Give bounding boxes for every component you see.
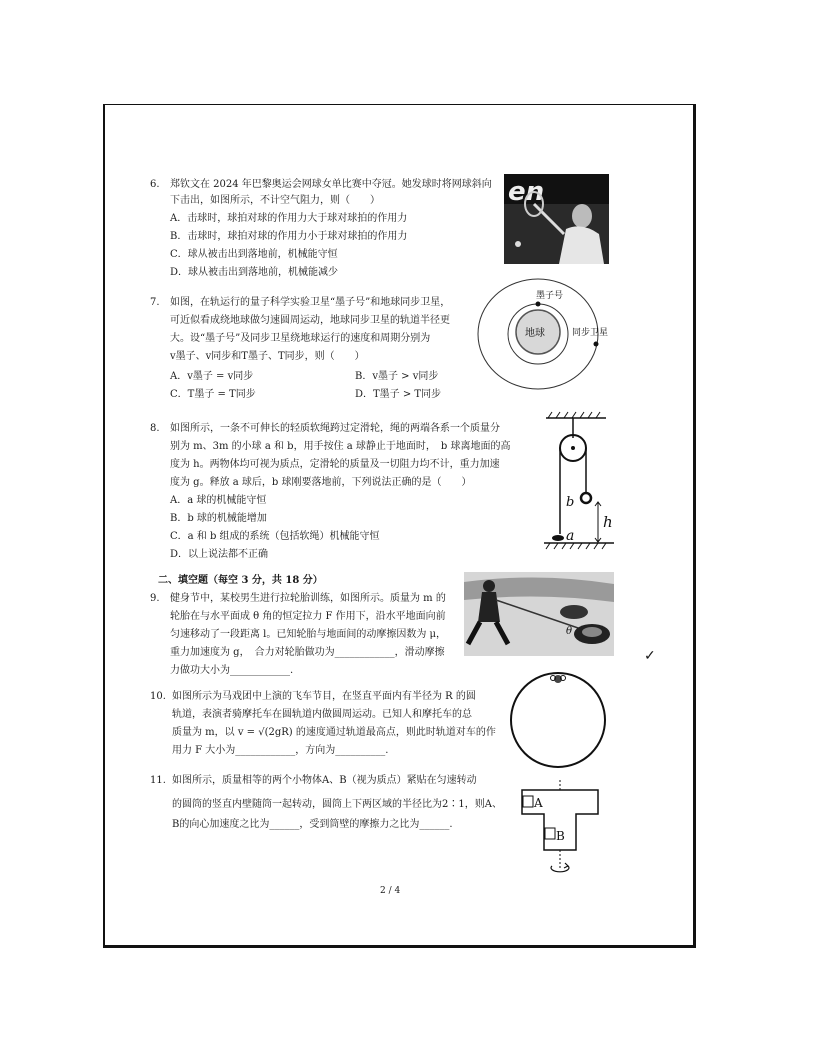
question-text-line: 质量为 m，以 v = √(2gR) 的速度通过轨道最高点，则此时轨道对车的作 (172, 727, 496, 738)
section-heading: 二、填空题（每空 3 分，共 18 分） (158, 575, 323, 586)
question-number: 10. (150, 691, 166, 702)
object-a-label: A (534, 796, 543, 810)
question-text-line: 下击出，如图所示，不计空气阻力，则（ ） (170, 195, 380, 206)
cylinder-diagram (514, 780, 610, 878)
question-text-line: 健身节中，某校男生进行拉轮胎训练，如图所示。质量为 m 的 (170, 593, 446, 604)
question-text-line: 匀速移动了一段距离 l。已知轮胎与地面间的动摩擦因数为 μ， (170, 629, 447, 640)
height-label: h (603, 513, 613, 531)
question-text-line: 郑钦文在 2024 年巴黎奥运会网球女单比赛中夺冠。她发球时将网球斜向 (170, 179, 492, 190)
pulley-diagram (536, 410, 616, 550)
question-text-line: v墨子、v同步和T墨子、T同步，则（ ） (170, 351, 365, 362)
ball-b-label: b (566, 495, 575, 510)
sync-satellite (594, 342, 599, 347)
page-number: 2 / 4 (380, 886, 401, 896)
question-text-line: 轨道，表演者骑摩托车在圆轨道内做圆周运动。已知人和摩托车的总 (172, 709, 472, 720)
question-number: 7. (150, 297, 160, 308)
question-text-line: 可近似看成绕地球做匀速圆周运动，地球同步卫星的轨道半径更 (170, 315, 450, 326)
question-text-line: 力做功大小为____________. (170, 665, 294, 676)
tennis-photo (504, 174, 609, 264)
question-text-line: 轮胎在与水平面成 θ 角的恒定拉力 F 作用下，沿水平地面向前 (170, 611, 446, 622)
question-text-line: 重力加速度为 g， 合力对轮胎做功为____________，滑动摩擦 (170, 647, 445, 658)
orbit-diagram (476, 278, 612, 394)
option-c: C．T墨子 = T同步 (170, 389, 256, 400)
option-a: A．击球时，球拍对球的作用力大于球对球拍的作用力 (170, 213, 408, 224)
tire-training-photo (464, 572, 614, 656)
ball-a-label: a (566, 528, 575, 544)
loop-track-diagram (508, 670, 608, 770)
mozi-satellite (536, 302, 541, 307)
question-text-line: 大。设“墨子号”及同步卫星绕地球运行的速度和周期分别为 (170, 333, 431, 344)
photo-brand-text: en (508, 177, 545, 207)
option-d: D．以上说法都不正确 (170, 549, 269, 560)
mozi-label: 墨子号 (536, 291, 564, 301)
sync-label: 同步卫星 (572, 328, 609, 338)
option-b: B．击球时，球拍对球的作用力小于球对球拍的作用力 (170, 231, 408, 242)
earth-label: 地球 (525, 328, 545, 339)
question-text-line: B的向心加速度之比为______，受到筒壁的摩擦力之比为______. (172, 819, 453, 830)
option-d: D．球从被击出到落地前，机械能减少 (170, 267, 339, 278)
check-mark-icon: ✓ (644, 648, 656, 664)
question-text-line: 度为 g。释放 a 球后，b 球刚要落地前，下列说法正确的是（ ） (170, 477, 472, 488)
object-b-label: B (556, 829, 565, 843)
question-number: 8. (150, 423, 160, 434)
question-number: 9. (150, 593, 160, 604)
question-text-line: 度为 h。两物体均可视为质点，定滑轮的质量及一切阻力均不计，重力加速 (170, 459, 500, 470)
question-text-line: 如图所示，一条不可伸长的轻质软绳跨过定滑轮，绳的两端各系一个质量分 (170, 423, 500, 434)
option-c: C．球从被击出到落地前，机械能守恒 (170, 249, 338, 260)
question-number: 11. (150, 775, 166, 786)
option-d: D．T墨子 > T同步 (355, 389, 442, 400)
question-text-line: 如图，在轨运行的量子科学实验卫星“墨子号”和地球同步卫星， (170, 297, 451, 308)
question-text-line: 别为 m、3m 的小球 a 和 b，用手按住 a 球静止于地面时， b 球离地面的高 (170, 441, 511, 452)
option-a: A．v墨子 = v同步 (170, 371, 254, 382)
option-c: C．a 和 b 组成的系统（包括软绳）机械能守恒 (170, 531, 380, 542)
question-text-line: 如图所示，质量相等的两个小物体A、B（视为质点）紧贴在匀速转动 (172, 775, 477, 786)
question-text-line: 如图所示为马戏团中上演的飞车节目，在竖直平面内有半径为 R 的圆 (172, 691, 476, 702)
question-number: 6. (150, 179, 160, 190)
question-text-line: 的圆筒的竖直内壁随筒一起转动，圆筒上下两区域的半径比为2∶1，则A、 (172, 799, 502, 810)
option-b: B．b 球的机械能增加 (170, 513, 267, 524)
option-a: A．a 球的机械能守恒 (170, 495, 267, 506)
option-b: B．v墨子 > v同步 (355, 371, 439, 382)
question-text-line: 用力 F 大小为____________，方向为__________. (172, 745, 389, 756)
theta-label: θ (566, 626, 573, 637)
